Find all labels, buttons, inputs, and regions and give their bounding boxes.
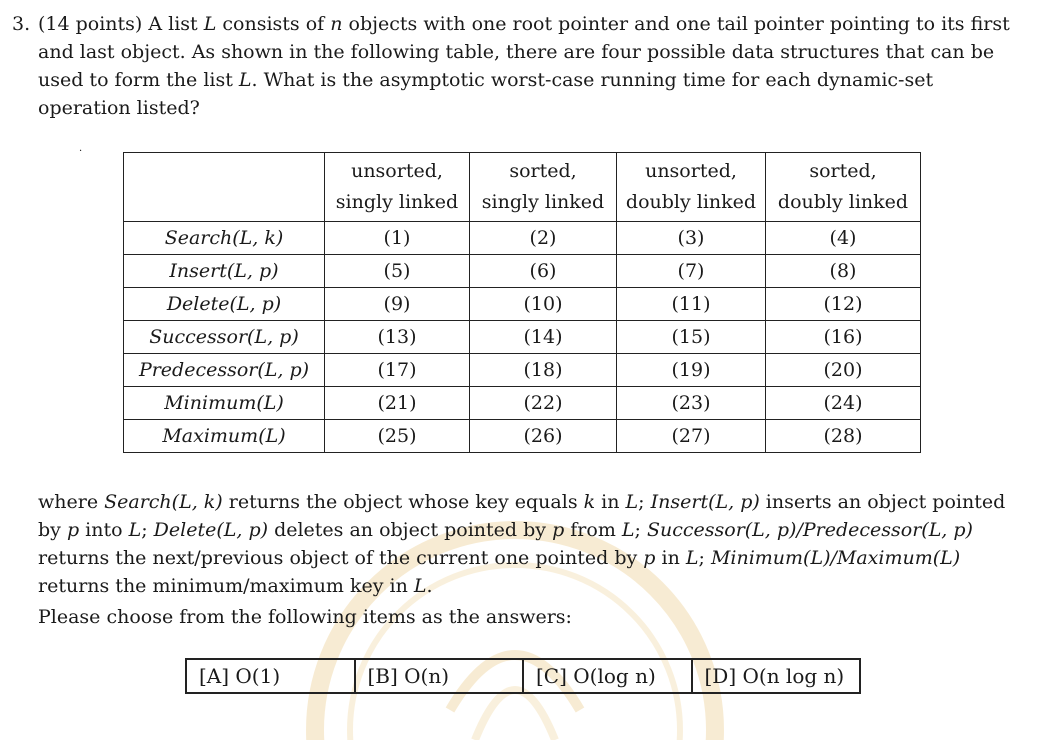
answer-slot-cell: (14) xyxy=(470,321,617,354)
table-row xyxy=(124,420,921,453)
table-row xyxy=(124,387,921,420)
answer-slot-cell: (27) xyxy=(617,420,766,453)
answer-slot-cell: (3) xyxy=(617,222,766,255)
answer-slot-cell: (6) xyxy=(470,255,617,288)
answer-slot-cell: (7) xyxy=(617,255,766,288)
answer-slot-cell: (26) xyxy=(470,420,617,453)
column-header: unsorted, singly linked xyxy=(325,153,470,222)
operations-table xyxy=(123,152,921,453)
answer-slot-cell: (23) xyxy=(617,387,766,420)
operation-description: where Search(L, k) returns the object whose key equals k in L; Insert(L, p) inserts an object pointed by p into L; Delete(L, p) deletes an object pointed by p from L; Successor(L, p)/Predecessor(L, p) returns the next/previous object of the current one pointed by p in L; Minimum(L)/Maximum(L) returns the minimum/maximum key in L. xyxy=(38,491,1006,597)
table-corner-cell xyxy=(124,153,325,222)
question-block xyxy=(12,10,1012,122)
answer-slot-cell: (13) xyxy=(325,321,470,354)
answer-slot-cell: (8) xyxy=(766,255,921,288)
table-row xyxy=(124,288,921,321)
operation-name: Minimum(L) xyxy=(124,387,325,420)
answer-slot-cell: (18) xyxy=(470,354,617,387)
answer-slot-cell: (10) xyxy=(470,288,617,321)
table-row xyxy=(124,255,921,288)
operation-name: Insert(L, p) xyxy=(124,255,325,288)
question-points: (14 points) xyxy=(38,13,143,35)
operation-name: Delete(L, p) xyxy=(124,288,325,321)
operation-name: Search(L, k) xyxy=(124,222,325,255)
choose-instruction: Please choose from the following items as the answers: xyxy=(38,606,572,628)
answer-slot-cell: (12) xyxy=(766,288,921,321)
column-header: sorted, singly linked xyxy=(470,153,617,222)
column-header: sorted, doubly linked xyxy=(766,153,921,222)
question-text: (14 points) A list L consists of n objects with one root pointer and one tail pointer pointing to its first and last object. As shown in the following table, there are four possible data structures that can be used to form the list L. What is the asymptotic worst-case running time for each dynamic-set operation listed? xyxy=(38,13,1010,119)
stray-dot: · xyxy=(79,146,83,157)
answer-slot-cell: (25) xyxy=(325,420,470,453)
answer-slot-cell: (11) xyxy=(617,288,766,321)
question-number: 3. xyxy=(12,13,31,35)
answer-option: [A] O(1) xyxy=(199,664,281,688)
answer-slot-cell: (28) xyxy=(766,420,921,453)
answer-slot-cell: (17) xyxy=(325,354,470,387)
answer-options-box xyxy=(185,658,861,694)
answer-slot-cell: (9) xyxy=(325,288,470,321)
column-header: unsorted, doubly linked xyxy=(617,153,766,222)
answer-slot-cell: (20) xyxy=(766,354,921,387)
answer-option: [C] O(log n) xyxy=(522,660,691,692)
table-row xyxy=(124,354,921,387)
answer-option: [B] O(n) xyxy=(354,660,523,692)
table-row xyxy=(124,222,921,255)
answer-slot-cell: (21) xyxy=(325,387,470,420)
answer-slot-cell: (5) xyxy=(325,255,470,288)
operation-name: Successor(L, p) xyxy=(124,321,325,354)
answer-slot-cell: (1) xyxy=(325,222,470,255)
table-header-row xyxy=(124,153,921,222)
answer-slot-cell: (19) xyxy=(617,354,766,387)
answer-slot-cell: (22) xyxy=(470,387,617,420)
answer-slot-cell: (16) xyxy=(766,321,921,354)
operation-name: Predecessor(L, p) xyxy=(124,354,325,387)
table-row xyxy=(124,321,921,354)
answer-slot-cell: (24) xyxy=(766,387,921,420)
answer-option: [D] O(n log n) xyxy=(691,660,860,692)
operation-name: Maximum(L) xyxy=(124,420,325,453)
answer-slot-cell: (15) xyxy=(617,321,766,354)
answer-slot-cell: (2) xyxy=(470,222,617,255)
answer-slot-cell: (4) xyxy=(766,222,921,255)
